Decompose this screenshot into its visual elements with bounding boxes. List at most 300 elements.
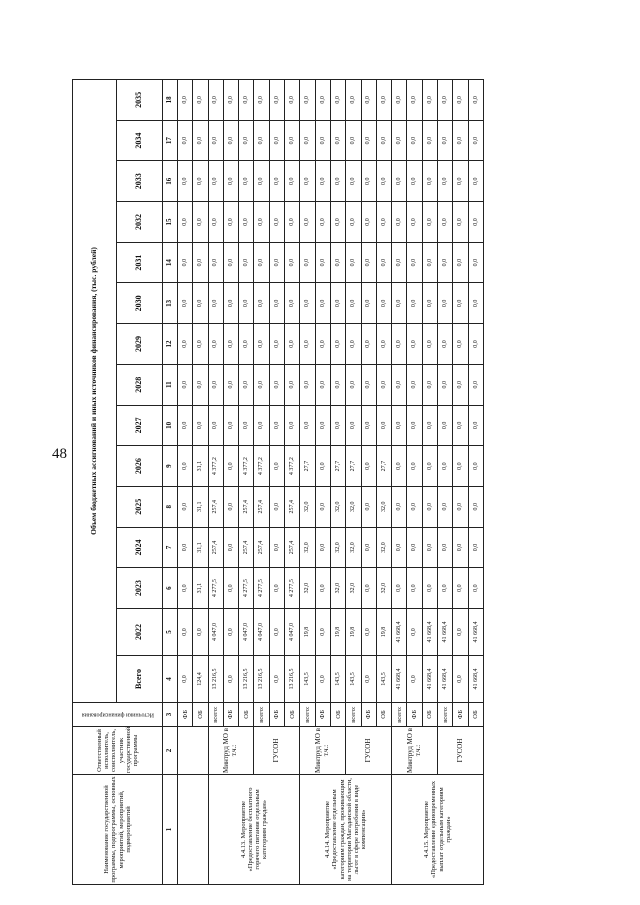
table-row [208,79,223,884]
amount-cell: 0,0 [223,242,238,283]
amount-cell: 0,0 [330,161,345,202]
amount-cell: 0,0 [193,324,208,365]
amount-cell: 0,0 [223,161,238,202]
amount-cell: 0,0 [178,202,193,243]
amount-cell: 0,0 [193,609,208,656]
amount-cell: 0,0 [178,568,193,609]
funding-source: ОБ [468,703,483,727]
amount-cell: 27,7 [376,446,391,487]
executor-cell: ГУСОН [254,727,300,775]
amount-cell: 41 668,4 [422,656,437,703]
amount-cell: 0,0 [254,120,269,161]
amount-cell: 0,0 [438,161,453,202]
funding-source: ФБ [453,703,468,727]
column-number: 16 [163,161,178,202]
amount-cell: 0,0 [178,405,193,446]
column-number: 13 [163,283,178,324]
amount-cell: 0,0 [269,656,284,703]
amount-cell: 4 047,0 [239,609,254,656]
amount-cell: 0,0 [208,161,223,202]
amount-cell: 32,0 [346,568,361,609]
table-row [438,79,453,884]
amount-cell: 0,0 [269,446,284,487]
amount-cell: 0,0 [438,202,453,243]
amount-cell: 0,0 [422,527,437,568]
amount-cell: 0,0 [468,79,483,120]
amount-cell: 257,4 [239,486,254,527]
amount-cell: 0,0 [407,609,422,656]
amount-cell: 31,1 [193,568,208,609]
amount-cell: 4 377,2 [285,446,300,487]
funding-source: ФБ [178,703,193,727]
amount-cell: 31,1 [193,446,208,487]
amount-cell: 0,0 [315,568,330,609]
amount-cell: 27,7 [300,446,315,487]
table-body [178,79,484,884]
amount-cell: 0,0 [361,161,376,202]
amount-cell: 0,0 [269,364,284,405]
amount-cell: 0,0 [468,364,483,405]
amount-cell: 0,0 [438,405,453,446]
amount-cell: 0,0 [300,161,315,202]
header-year: 2030 [117,283,163,324]
amount-cell: 0,0 [254,405,269,446]
amount-cell: 0,0 [453,527,468,568]
amount-cell: 4 277,5 [239,568,254,609]
amount-cell: 0,0 [438,324,453,365]
amount-cell: 19,8 [376,609,391,656]
amount-cell: 0,0 [468,161,483,202]
amount-cell: 0,0 [223,527,238,568]
amount-cell: 0,0 [407,283,422,324]
amount-cell: 0,0 [392,283,407,324]
amount-cell: 0,0 [376,283,391,324]
amount-cell: 32,0 [300,486,315,527]
amount-cell: 0,0 [193,364,208,405]
amount-cell: 0,0 [178,446,193,487]
amount-cell: 32,0 [346,486,361,527]
amount-cell: 32,0 [376,486,391,527]
amount-cell: 0,0 [330,405,345,446]
amount-cell: 0,0 [346,324,361,365]
amount-cell: 0,0 [254,202,269,243]
amount-cell: 0,0 [254,283,269,324]
amount-cell: 0,0 [376,79,391,120]
funding-source: ФБ [361,703,376,727]
amount-cell: 0,0 [330,242,345,283]
amount-cell: 0,0 [269,161,284,202]
amount-cell: 32,0 [376,527,391,568]
amount-cell: 0,0 [269,527,284,568]
amount-cell: 0,0 [376,242,391,283]
amount-cell: 0,0 [269,486,284,527]
header-name: Наименование государственной программы, подпрограммы, основных мероприятий, мероприятий, подмероприятий [73,775,163,885]
amount-cell: 0,0 [315,242,330,283]
amount-cell: 0,0 [239,242,254,283]
amount-cell: 0,0 [422,283,437,324]
column-number: 18 [163,79,178,120]
amount-cell: 0,0 [178,656,193,703]
amount-cell: 0,0 [223,656,238,703]
amount-cell: 0,0 [453,161,468,202]
amount-cell: 0,0 [407,568,422,609]
column-number: 8 [163,486,178,527]
amount-cell: 32,0 [330,527,345,568]
amount-cell: 0,0 [361,324,376,365]
funding-source: всего: [346,703,361,727]
amount-cell: 0,0 [392,568,407,609]
amount-cell: 32,0 [300,568,315,609]
amount-cell: 0,0 [269,242,284,283]
column-number: 17 [163,120,178,161]
amount-cell: 0,0 [407,242,422,283]
header-year: 2028 [117,364,163,405]
amount-cell: 0,0 [453,202,468,243]
amount-cell: 32,0 [376,568,391,609]
column-number: 12 [163,324,178,365]
amount-cell: 0,0 [223,609,238,656]
column-number: 11 [163,364,178,405]
amount-cell: 19,8 [346,609,361,656]
amount-cell: 19,8 [330,609,345,656]
amount-cell: 257,4 [239,527,254,568]
amount-cell: 0,0 [193,161,208,202]
amount-cell: 13 216,5 [208,656,223,703]
amount-cell: 0,0 [422,120,437,161]
amount-cell: 0,0 [239,324,254,365]
amount-cell: 0,0 [376,324,391,365]
amount-cell: 0,0 [208,120,223,161]
amount-cell: 0,0 [239,405,254,446]
table-row [346,79,361,884]
amount-cell: 0,0 [223,79,238,120]
amount-cell: 27,7 [346,446,361,487]
amount-cell: 0,0 [468,120,483,161]
amount-cell: 0,0 [330,324,345,365]
amount-cell: 0,0 [315,609,330,656]
funding-source: всего: [300,703,315,727]
amount-cell: 0,0 [178,283,193,324]
amount-cell: 0,0 [438,446,453,487]
amount-cell: 0,0 [468,324,483,365]
amount-cell: 32,0 [330,568,345,609]
header-year: 2026 [117,446,163,487]
header-year: 2031 [117,242,163,283]
amount-cell: 0,0 [269,283,284,324]
amount-cell: 0,0 [453,656,468,703]
amount-cell: 0,0 [223,283,238,324]
amount-cell: 41 668,4 [468,656,483,703]
amount-cell: 0,0 [300,202,315,243]
header-total: Всего [117,656,163,703]
amount-cell: 0,0 [407,202,422,243]
amount-cell: 0,0 [285,120,300,161]
amount-cell: 0,0 [468,446,483,487]
funding-source: всего: [392,703,407,727]
amount-cell: 257,4 [285,527,300,568]
amount-cell: 0,0 [422,242,437,283]
amount-cell: 0,0 [208,283,223,324]
amount-cell: 0,0 [407,364,422,405]
amount-cell: 0,0 [315,527,330,568]
amount-cell: 0,0 [300,283,315,324]
amount-cell: 0,0 [269,324,284,365]
amount-cell: 0,0 [239,364,254,405]
amount-cell: 0,0 [254,79,269,120]
amount-cell: 0,0 [315,656,330,703]
amount-cell: 0,0 [438,364,453,405]
header-year: 2023 [117,568,163,609]
amount-cell: 143,5 [346,656,361,703]
amount-cell: 0,0 [269,79,284,120]
amount-cell: 143,5 [330,656,345,703]
amount-cell: 4 277,5 [285,568,300,609]
amount-cell: 0,0 [193,120,208,161]
executor-cell [178,727,209,775]
amount-cell: 0,0 [361,568,376,609]
amount-cell: 0,0 [285,161,300,202]
amount-cell: 0,0 [239,120,254,161]
amount-cell: 0,0 [269,609,284,656]
column-number: 15 [163,202,178,243]
amount-cell: 0,0 [300,324,315,365]
amount-cell: 0,0 [178,242,193,283]
amount-cell: 0,0 [468,405,483,446]
amount-cell: 0,0 [193,79,208,120]
amount-cell: 0,0 [407,446,422,487]
amount-cell: 0,0 [346,405,361,446]
amount-cell: 0,0 [422,486,437,527]
header-source: Источники финансирования [73,703,163,727]
amount-cell: 0,0 [361,656,376,703]
executor-cell: Минтруд МО в т.ч.: [392,727,438,775]
amount-cell: 0,0 [193,242,208,283]
amount-cell: 0,0 [223,486,238,527]
amount-cell: 0,0 [453,283,468,324]
amount-cell: 0,0 [346,79,361,120]
amount-cell: 0,0 [254,324,269,365]
header-year: 2027 [117,405,163,446]
amount-cell: 0,0 [392,79,407,120]
amount-cell: 0,0 [346,283,361,324]
amount-cell: 0,0 [438,568,453,609]
header-year: 2024 [117,527,163,568]
amount-cell: 4 377,2 [208,446,223,487]
amount-cell: 0,0 [407,527,422,568]
amount-cell: 0,0 [361,609,376,656]
column-number: 5 [163,609,178,656]
amount-cell: 0,0 [330,79,345,120]
amount-cell: 0,0 [330,283,345,324]
amount-cell: 0,0 [346,364,361,405]
amount-cell: 0,0 [468,568,483,609]
amount-cell: 0,0 [438,242,453,283]
activity-name: 4.4.14. Мероприятие «Предоставление отдельным категориям граждан, проживающим на территории Магаданской области, льгот в сфере погребения в виде компенсации» [300,775,392,885]
funding-source: ФБ [223,703,238,727]
amount-cell: 13 216,5 [254,656,269,703]
column-number: 14 [163,242,178,283]
amount-cell: 0,0 [269,405,284,446]
amount-cell: 0,0 [361,79,376,120]
amount-cell: 0,0 [254,161,269,202]
amount-cell: 4 047,0 [208,609,223,656]
amount-cell: 0,0 [346,242,361,283]
amount-cell: 0,0 [468,486,483,527]
executor-cell: ГУСОН [438,727,484,775]
amount-cell: 0,0 [438,120,453,161]
amount-cell: 0,0 [438,79,453,120]
amount-cell: 257,4 [254,527,269,568]
header-funding-group: Объем бюджетных ассигнований и иных источников финансирования, (тыс. рублей) [73,79,117,702]
amount-cell: 19,8 [300,609,315,656]
amount-cell: 0,0 [376,202,391,243]
amount-cell: 0,0 [407,486,422,527]
column-number: 6 [163,568,178,609]
executor-cell: Минтруд МО в т.ч.: [300,727,346,775]
amount-cell: 0,0 [422,405,437,446]
amount-cell: 0,0 [422,568,437,609]
amount-cell: 0,0 [178,324,193,365]
amount-cell: 41 668,4 [438,609,453,656]
amount-cell: 0,0 [315,364,330,405]
amount-cell: 41 668,4 [422,609,437,656]
amount-cell: 0,0 [178,364,193,405]
amount-cell: 4 277,5 [208,568,223,609]
amount-cell: 0,0 [315,120,330,161]
amount-cell: 0,0 [315,161,330,202]
amount-cell: 0,0 [330,120,345,161]
funding-source: ОБ [239,703,254,727]
funding-source: ФБ [407,703,422,727]
amount-cell: 27,7 [330,446,345,487]
amount-cell: 143,5 [300,656,315,703]
amount-cell: 0,0 [453,609,468,656]
amount-cell: 0,0 [438,486,453,527]
amount-cell: 0,0 [422,161,437,202]
amount-cell: 0,0 [361,486,376,527]
amount-cell: 0,0 [315,79,330,120]
funding-source: ОБ [285,703,300,727]
amount-cell: 0,0 [453,486,468,527]
amount-cell: 0,0 [239,202,254,243]
amount-cell: 0,0 [315,486,330,527]
amount-cell: 0,0 [422,202,437,243]
amount-cell: 0,0 [392,364,407,405]
column-number: 4 [163,656,178,703]
amount-cell: 0,0 [178,120,193,161]
funding-source: ОБ [193,703,208,727]
funding-source: всего: [438,703,453,727]
amount-cell: 0,0 [178,486,193,527]
amount-cell: 0,0 [407,161,422,202]
amount-cell: 0,0 [376,120,391,161]
amount-cell: 0,0 [468,242,483,283]
amount-cell: 0,0 [223,120,238,161]
amount-cell: 0,0 [208,202,223,243]
page-number: 48 [52,446,67,462]
executor-cell: ГУСОН [346,727,392,775]
amount-cell: 0,0 [223,202,238,243]
amount-cell: 41 668,4 [438,656,453,703]
header-year: 2032 [117,202,163,243]
header-year: 2022 [117,609,163,656]
amount-cell: 0,0 [361,527,376,568]
amount-cell: 0,0 [300,79,315,120]
amount-cell: 0,0 [346,202,361,243]
amount-cell: 0,0 [178,161,193,202]
column-number: 10 [163,405,178,446]
amount-cell: 0,0 [269,120,284,161]
amount-cell: 0,0 [269,202,284,243]
amount-cell: 257,4 [208,527,223,568]
amount-cell: 0,0 [453,364,468,405]
amount-cell: 41 668,4 [392,656,407,703]
funding-source: ОБ [422,703,437,727]
amount-cell: 0,0 [468,527,483,568]
amount-cell: 0,0 [392,486,407,527]
amount-cell: 31,1 [193,486,208,527]
amount-cell: 0,0 [193,405,208,446]
amount-cell: 0,0 [315,446,330,487]
amount-cell: 257,4 [254,486,269,527]
amount-cell: 0,0 [178,527,193,568]
amount-cell: 0,0 [285,242,300,283]
amount-cell: 0,0 [407,656,422,703]
amount-cell: 0,0 [468,202,483,243]
header-year: 2033 [117,161,163,202]
funding-source: всего: [208,703,223,727]
amount-cell: 0,0 [300,242,315,283]
amount-cell: 0,0 [193,283,208,324]
amount-cell: 0,0 [254,242,269,283]
amount-cell: 0,0 [361,446,376,487]
amount-cell: 0,0 [376,364,391,405]
funding-source: ОБ [376,703,391,727]
amount-cell: 0,0 [376,161,391,202]
table-row [300,79,315,884]
amount-cell: 0,0 [346,120,361,161]
header-year: 2029 [117,324,163,365]
amount-cell: 257,4 [285,486,300,527]
amount-cell: 0,0 [315,324,330,365]
amount-cell: 0,0 [285,405,300,446]
amount-cell: 0,0 [361,364,376,405]
funding-table [72,79,484,885]
amount-cell: 0,0 [208,242,223,283]
amount-cell: 0,0 [208,324,223,365]
amount-cell: 0,0 [453,568,468,609]
amount-cell: 0,0 [269,568,284,609]
amount-cell: 0,0 [438,527,453,568]
activity-name: 4.4.13. Мероприятие «Предоставление бесплатного горячего питания отдельным категориям граждан» [208,775,300,885]
amount-cell: 4 047,0 [285,609,300,656]
amount-cell: 4 377,2 [254,446,269,487]
amount-cell: 0,0 [208,405,223,446]
activity-name [178,775,209,885]
amount-cell: 0,0 [239,283,254,324]
amount-cell: 0,0 [392,120,407,161]
amount-cell: 0,0 [330,202,345,243]
amount-cell: 124,4 [193,656,208,703]
amount-cell: 0,0 [361,202,376,243]
amount-cell: 4 277,5 [254,568,269,609]
amount-cell: 13 216,5 [285,656,300,703]
amount-cell: 13 216,5 [239,656,254,703]
amount-cell: 0,0 [208,79,223,120]
amount-cell: 0,0 [392,405,407,446]
amount-cell: 0,0 [453,446,468,487]
amount-cell: 0,0 [239,79,254,120]
